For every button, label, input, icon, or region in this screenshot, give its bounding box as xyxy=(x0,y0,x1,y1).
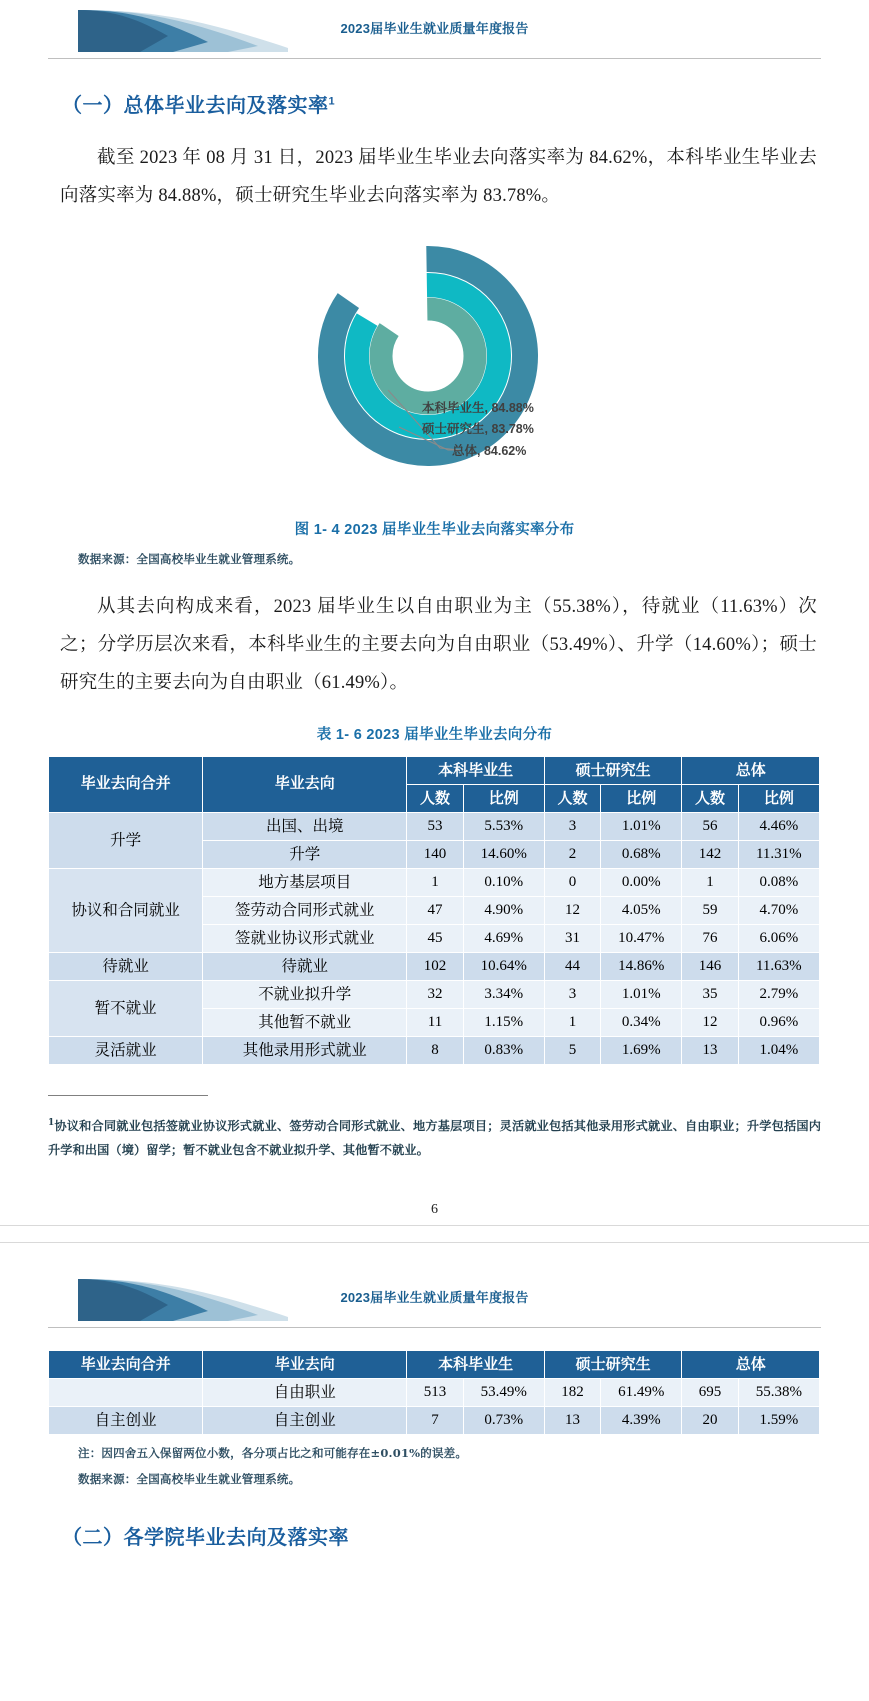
cell-undergrad-ratio: 0.83% xyxy=(463,1036,544,1064)
footnote xyxy=(48,1114,821,1163)
cell-total-ratio: 1.04% xyxy=(738,1036,819,1064)
cell-master-count: 12 xyxy=(544,896,600,924)
cell-undergrad-count: 32 xyxy=(407,980,463,1008)
destination-table-continued xyxy=(48,1350,820,1435)
cell-master-ratio: 1.01% xyxy=(601,980,682,1008)
th-master-count: 人数 xyxy=(544,784,600,812)
cell-destination: 地方基层项目 xyxy=(203,868,407,896)
cell-total-count: 12 xyxy=(682,1008,738,1036)
cell-master-ratio: 4.39% xyxy=(601,1407,682,1435)
table-row xyxy=(49,868,820,896)
heading-footnote-marker: 1 xyxy=(328,95,336,108)
paragraph-overall-rate: 截至 2023 年 08 月 31 日，2023 届毕业生毕业去向落实率为 84.62%，本科毕业生毕业去向落实率为 84.88%，硕士研究生毕业去向落实率为 83.78%。 xyxy=(60,148,817,206)
cell-total-count: 13 xyxy=(682,1036,738,1064)
table-body xyxy=(49,812,820,1064)
th-group-master: 硕士研究生 xyxy=(544,1351,682,1379)
cell-destination: 不就业拟升学 xyxy=(203,980,407,1008)
page-break xyxy=(0,1225,869,1243)
section-heading-text: （一）总体毕业去向及落实率 xyxy=(62,95,329,117)
cell-merge-category: 升学 xyxy=(49,812,203,868)
cell-master-count: 5 xyxy=(544,1036,600,1064)
cell-master-count: 1 xyxy=(544,1008,600,1036)
cell-master-count: 182 xyxy=(544,1379,600,1407)
figure-1-4 xyxy=(0,238,869,500)
destination-table xyxy=(48,756,820,1065)
th-merge-category: 毕业去向合并 xyxy=(49,756,203,812)
cell-merge-category: 自主创业 xyxy=(49,1407,203,1435)
cell-undergrad-ratio: 53.49% xyxy=(463,1379,544,1407)
cell-master-count: 3 xyxy=(544,980,600,1008)
table-row xyxy=(49,812,820,840)
th-destination: 毕业去向 xyxy=(203,1351,407,1379)
cell-undergrad-count: 47 xyxy=(407,896,463,924)
th-group-undergraduate: 本科毕业生 xyxy=(407,756,545,784)
cell-undergrad-count: 513 xyxy=(407,1379,463,1407)
cell-total-ratio: 55.38% xyxy=(738,1379,819,1407)
cell-total-ratio: 11.63% xyxy=(738,952,819,980)
cell-undergrad-ratio: 1.15% xyxy=(463,1008,544,1036)
cell-destination: 签劳动合同形式就业 xyxy=(203,896,407,924)
cell-total-count: 695 xyxy=(682,1379,738,1407)
cell-merge-category: 协议和合同就业 xyxy=(49,868,203,952)
table-source-note: 数据来源：全国高校毕业生就业管理系统。 xyxy=(78,1472,301,1486)
cell-undergrad-ratio: 5.53% xyxy=(463,812,544,840)
table-row xyxy=(49,1379,820,1407)
cell-undergrad-count: 8 xyxy=(407,1036,463,1064)
cell-total-count: 35 xyxy=(682,980,738,1008)
cell-undergrad-count: 7 xyxy=(407,1407,463,1435)
cell-undergrad-ratio: 10.64% xyxy=(463,952,544,980)
ring-total xyxy=(380,308,475,403)
cell-master-ratio: 10.47% xyxy=(601,924,682,952)
th-total-ratio: 比例 xyxy=(738,784,819,812)
cell-master-count: 44 xyxy=(544,952,600,980)
cell-undergrad-count: 140 xyxy=(407,840,463,868)
cell-destination: 待就业 xyxy=(203,952,407,980)
cell-total-ratio: 4.46% xyxy=(738,812,819,840)
cell-merge-category: 暂不就业 xyxy=(49,980,203,1036)
running-header xyxy=(48,0,821,59)
cell-undergrad-ratio: 4.69% xyxy=(463,924,544,952)
figure-caption: 图 1- 4 2023 届毕业生毕业去向落实率分布 xyxy=(294,521,575,538)
footnote-marker: 1 xyxy=(48,1117,55,1128)
cell-total-count: 59 xyxy=(682,896,738,924)
document-page-2 xyxy=(0,1269,869,1701)
th-group-total: 总体 xyxy=(682,756,820,784)
th-total-count: 人数 xyxy=(682,784,738,812)
cell-undergrad-ratio: 4.90% xyxy=(463,896,544,924)
cell-undergrad-count: 102 xyxy=(407,952,463,980)
cell-destination: 升学 xyxy=(203,840,407,868)
table-header-row-groups xyxy=(49,756,820,784)
cell-undergrad-count: 11 xyxy=(407,1008,463,1036)
cell-master-count: 31 xyxy=(544,924,600,952)
footnote-text: 协议和合同就业包括签就业协议形式就业、签劳动合同形式就业、地方基层项目；灵活就业包括其他录用形式就业、自由职业；升学包括国内升学和出国（境）留学；暂不就业包含不就业拟升学、其他暂不就业。 xyxy=(48,1118,821,1158)
cell-master-count: 3 xyxy=(544,812,600,840)
page-number: 6 xyxy=(431,1202,438,1218)
table-row xyxy=(49,1407,820,1435)
cell-master-count: 13 xyxy=(544,1407,600,1435)
footnote-divider xyxy=(48,1095,208,1096)
cell-master-ratio: 0.34% xyxy=(601,1008,682,1036)
th-undergrad-count: 人数 xyxy=(407,784,463,812)
cell-total-ratio: 4.70% xyxy=(738,896,819,924)
cell-undergrad-ratio: 0.10% xyxy=(463,868,544,896)
cell-total-ratio: 11.31% xyxy=(738,840,819,868)
cell-total-count: 76 xyxy=(682,924,738,952)
cell-master-ratio: 1.01% xyxy=(601,812,682,840)
page-title xyxy=(62,89,869,118)
th-group-total: 总体 xyxy=(682,1351,820,1379)
cell-undergrad-ratio: 3.34% xyxy=(463,980,544,1008)
donut-chart xyxy=(300,238,630,500)
th-group-undergraduate: 本科毕业生 xyxy=(407,1351,545,1379)
cell-master-ratio: 4.05% xyxy=(601,896,682,924)
cell-master-count: 0 xyxy=(544,868,600,896)
figure-source-note: 数据来源：全国高校毕业生就业管理系统。 xyxy=(78,551,301,566)
chart-label-master: 硕士研究生, 83.78% xyxy=(422,422,534,437)
cell-undergrad-ratio: 0.73% xyxy=(463,1407,544,1435)
table-head xyxy=(49,756,820,812)
table-row xyxy=(49,980,820,1008)
table-header-row-continued xyxy=(49,1351,820,1379)
chart-legend xyxy=(422,398,534,463)
th-destination: 毕业去向 xyxy=(203,756,407,812)
table-row xyxy=(49,952,820,980)
cell-destination: 签就业协议形式就业 xyxy=(203,924,407,952)
table-row xyxy=(49,1036,820,1064)
cell-total-ratio: 2.79% xyxy=(738,980,819,1008)
cell-total-ratio: 0.96% xyxy=(738,1008,819,1036)
cell-merge-category: 待就业 xyxy=(49,952,203,980)
cell-total-count: 146 xyxy=(682,952,738,980)
th-undergrad-ratio: 比例 xyxy=(463,784,544,812)
header-title: 2023届毕业生就业质量年度报告 xyxy=(340,21,529,36)
cell-total-count: 142 xyxy=(682,840,738,868)
th-master-ratio: 比例 xyxy=(601,784,682,812)
table-head-continued xyxy=(49,1351,820,1379)
table-rounding-note: 注：因四舍五入保留两位小数，各分项占比之和可能存在±0.01%的误差。 xyxy=(78,1446,468,1460)
cell-destination: 自主创业 xyxy=(203,1407,407,1435)
cell-total-ratio: 0.08% xyxy=(738,868,819,896)
cell-destination: 其他暂不就业 xyxy=(203,1008,407,1036)
cell-master-ratio: 61.49% xyxy=(601,1379,682,1407)
cell-total-ratio: 6.06% xyxy=(738,924,819,952)
cell-total-count: 1 xyxy=(682,868,738,896)
page-title-section-2: （二）各学院毕业去向及落实率 xyxy=(62,1527,349,1549)
cell-merge-category: 灵活就业 xyxy=(49,1036,203,1064)
cell-master-ratio: 1.69% xyxy=(601,1036,682,1064)
cell-master-ratio: 14.86% xyxy=(601,952,682,980)
cell-total-count: 20 xyxy=(682,1407,738,1435)
cell-destination: 出国、出境 xyxy=(203,812,407,840)
cell-undergrad-ratio: 14.60% xyxy=(463,840,544,868)
cell-master-count: 2 xyxy=(544,840,600,868)
cell-destination: 其他录用形式就业 xyxy=(203,1036,407,1064)
chart-label-undergraduate: 本科毕业生, 84.88% xyxy=(422,400,534,415)
cell-total-ratio: 1.59% xyxy=(738,1407,819,1435)
th-merge-category-clipped: 毕业去向合并 xyxy=(49,1351,203,1379)
chart-label-total: 总体, 84.62% xyxy=(452,443,527,458)
cell-undergrad-count: 53 xyxy=(407,812,463,840)
th-group-master: 硕士研究生 xyxy=(544,756,682,784)
cell-undergrad-count: 45 xyxy=(407,924,463,952)
cell-undergrad-count: 1 xyxy=(407,868,463,896)
cell-destination: 自由职业 xyxy=(203,1379,407,1407)
cell-master-ratio: 0.00% xyxy=(601,868,682,896)
cell-merge-category xyxy=(49,1379,203,1407)
running-header-2 xyxy=(48,1269,821,1328)
table-caption: 表 1- 6 2023 届毕业生毕业去向分布 xyxy=(316,726,553,743)
cell-total-count: 56 xyxy=(682,812,738,840)
paragraph-destination-composition: 从其去向构成来看，2023 届毕业生以自由职业为主（55.38%），待就业（11.63%）次之；分学历层次来看，本科毕业生的主要去向为自由职业（53.49%）、升学（14.60%）；硕士研究生的主要去向为自由职业（61.49%）。 xyxy=(60,596,817,693)
table-body-continued xyxy=(49,1379,820,1435)
cell-master-ratio: 0.68% xyxy=(601,840,682,868)
header-title: 2023届毕业生就业质量年度报告 xyxy=(340,1290,529,1305)
